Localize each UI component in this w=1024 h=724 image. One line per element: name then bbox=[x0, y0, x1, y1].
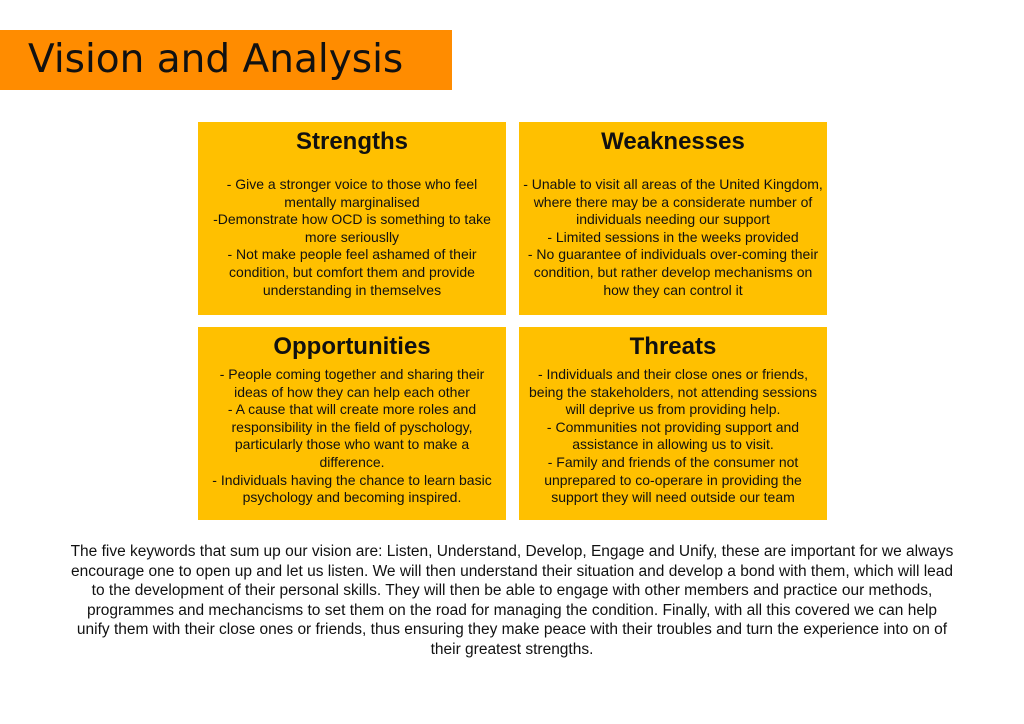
weaknesses-item: - Unable to visit all areas of the United Kingdom, where there may be a considerate number of individuals needing our support bbox=[523, 176, 823, 228]
threats-box bbox=[519, 327, 827, 520]
page-title: Vision and Analysis bbox=[28, 37, 404, 82]
strengths-item: -Demonstrate how OCD is something to take more seriouslly bbox=[213, 211, 491, 245]
strengths-heading: Strengths bbox=[295, 128, 408, 155]
weaknesses-item: - Limited sessions in the weeks provided bbox=[547, 228, 799, 245]
threats-heading: Threats bbox=[629, 333, 717, 360]
threats-item: - Individuals and their close ones or friends, being the stakeholders, not attending sessions will deprive us from providing help. bbox=[529, 366, 817, 418]
vision-statement: The five keywords that sum up our vision are: Listen, Understand, Develop, Engage and Unify, these are important for we always encourage one to open up and let us listen. We will then understand their situation and develop a bond with them, which will lead to the development of their personal skills. They will then be able to engage with other members and practice our methods, programmes and mechancisms to set them on the road for managing the condition. Finally, with all this covered we can help unify them with their close ones or friends, thus ensuring they make peace with their troubles and turn the experience into on of their greatest strengths. bbox=[70, 543, 954, 658]
title-banner bbox=[0, 30, 452, 90]
weaknesses-list bbox=[523, 176, 823, 299]
weaknesses-item: - No guarantee of individuals over-coming their condition, but rather develop mechanisms on how they can control it bbox=[527, 246, 819, 298]
strengths-item: - Not make people feel ashamed of their condition, but comfort them and provide understanding in themselves bbox=[227, 246, 477, 298]
opportunities-box bbox=[198, 327, 506, 520]
opportunities-item: - Individuals having the chance to learn basic psychology and becoming inspired. bbox=[212, 471, 492, 506]
threats-item: - Communities not providing support and assistance in allowing us to visit. bbox=[546, 418, 800, 453]
strengths-list bbox=[202, 176, 502, 299]
opportunities-item: - People coming together and sharing their ideas of how they can help each other bbox=[219, 366, 485, 400]
weaknesses-box bbox=[519, 122, 827, 315]
threats-list bbox=[523, 366, 823, 507]
opportunities-heading: Opportunities bbox=[273, 333, 431, 360]
strengths-box bbox=[198, 122, 506, 315]
threats-item: - Family and friends of the consumer not unprepared to co-operare in providing the support they will need outside our team bbox=[544, 453, 802, 506]
weaknesses-heading: Weaknesses bbox=[601, 128, 745, 155]
opportunities-item: - A cause that will create more roles and responsibility in the field of pyschology, particularly those who want to make a difference. bbox=[227, 401, 477, 470]
opportunities-list bbox=[202, 366, 502, 507]
strengths-item: - Give a stronger voice to those who feel mentally marginalised bbox=[226, 176, 478, 210]
